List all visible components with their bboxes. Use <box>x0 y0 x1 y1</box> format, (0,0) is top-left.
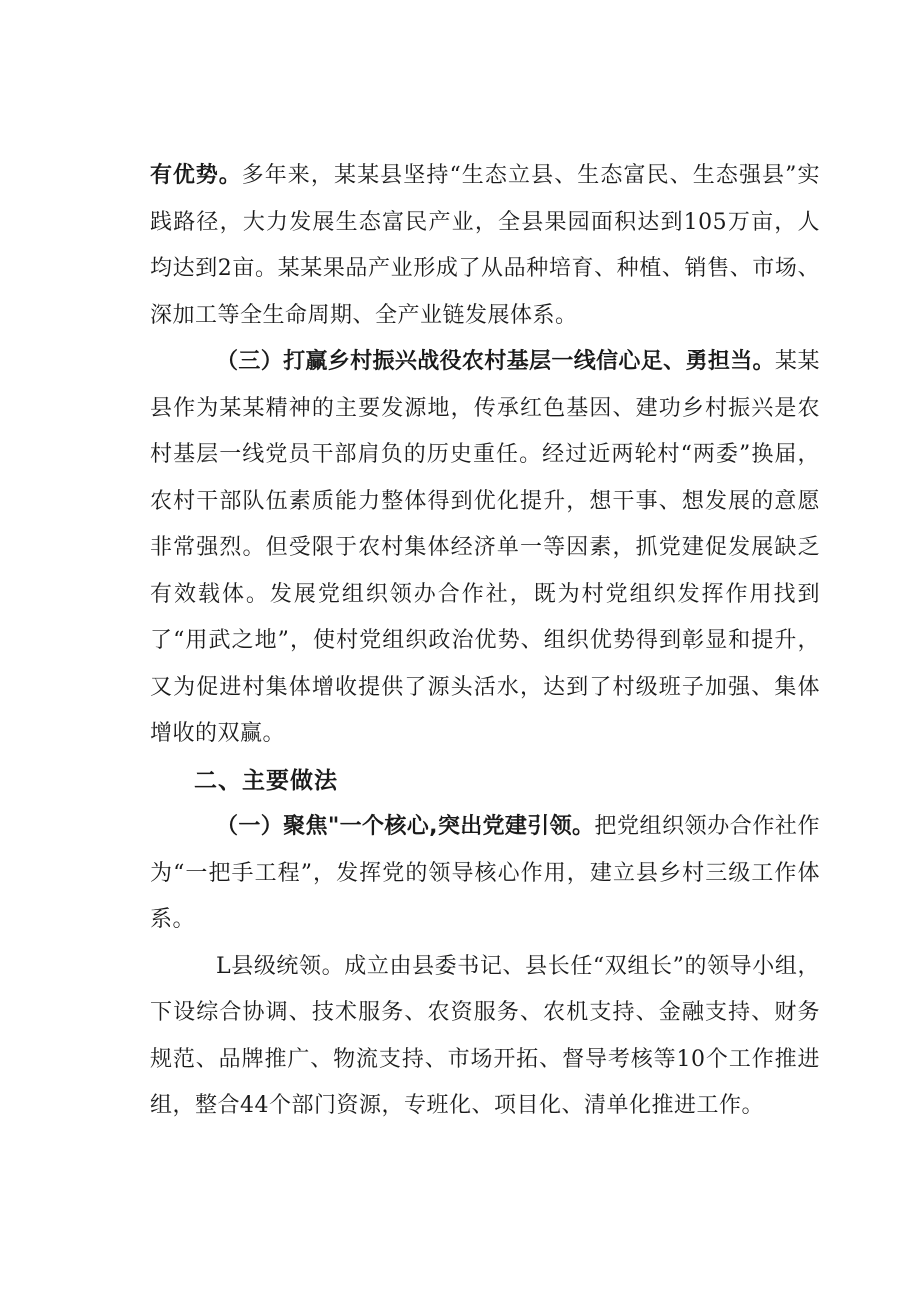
paragraph-advantage <box>150 153 820 339</box>
paragraph-advantage-lead: 有优势。 <box>150 163 242 188</box>
paragraph-rural-revitalization-text: 某某县作为某某精神的主要发源地，传承红色基因、建功乡村振兴是农村基层一线党员干部肩负的历史重任。经过近两轮村“两委”换届，农村干部队伍素质能力整体得到优化提升，想干事、想发展的意愿非常强烈。但受限于农村集体经济单一等因素，抓党建促发展缺乏有效载体。发展党组织领办合作社，既为村党组织发挥作用找到了“用武之地”，使村党组织政治优势、组织优势得到彰显和提升，又为促进村集体增收提供了源头活水，达到了村级班子加强、集体增收的双赢。 <box>150 349 820 746</box>
paragraph-rural-revitalization <box>150 339 820 758</box>
paragraph-party-leadership <box>150 804 820 944</box>
paragraph-party-leadership-text: 把党组织领办合作社作为“一把手工程”，发挥党的领导核心作用，建立县乡村三级工作体系。 <box>150 814 820 932</box>
document-body <box>150 153 820 1130</box>
section-heading-main-practices: 二、主要做法 <box>194 767 338 794</box>
paragraph-county-leadership: L县级统领。成立由县委书记、县长任“双组长”的领导小组，下设综合协调、技术服务、农资服务、农机支持、金融支持、财务规范、品牌推广、物流支持、市场开拓、督导考核等10个工作推进组，整合44个部门资源，专班化、项目化、清单化推进工作。 <box>150 953 820 1118</box>
paragraph-party-leadership-lead: （一）聚焦"一个核心,突出党建引领。 <box>216 814 595 839</box>
paragraph-advantage-text: 多年来，某某县坚持“生态立县、生态富民、生态强县”实践路径，大力发展生态富民产业，全县果园面积达到105万亩，人均达到2亩。某某果品产业形成了从品种培育、种植、销售、市场、深加工等全生命周期、全产业链发展体系。 <box>150 163 821 328</box>
paragraph-rural-revitalization-lead: （三）打赢乡村振兴战役农村基层一线信心足、勇担当。 <box>216 349 775 374</box>
